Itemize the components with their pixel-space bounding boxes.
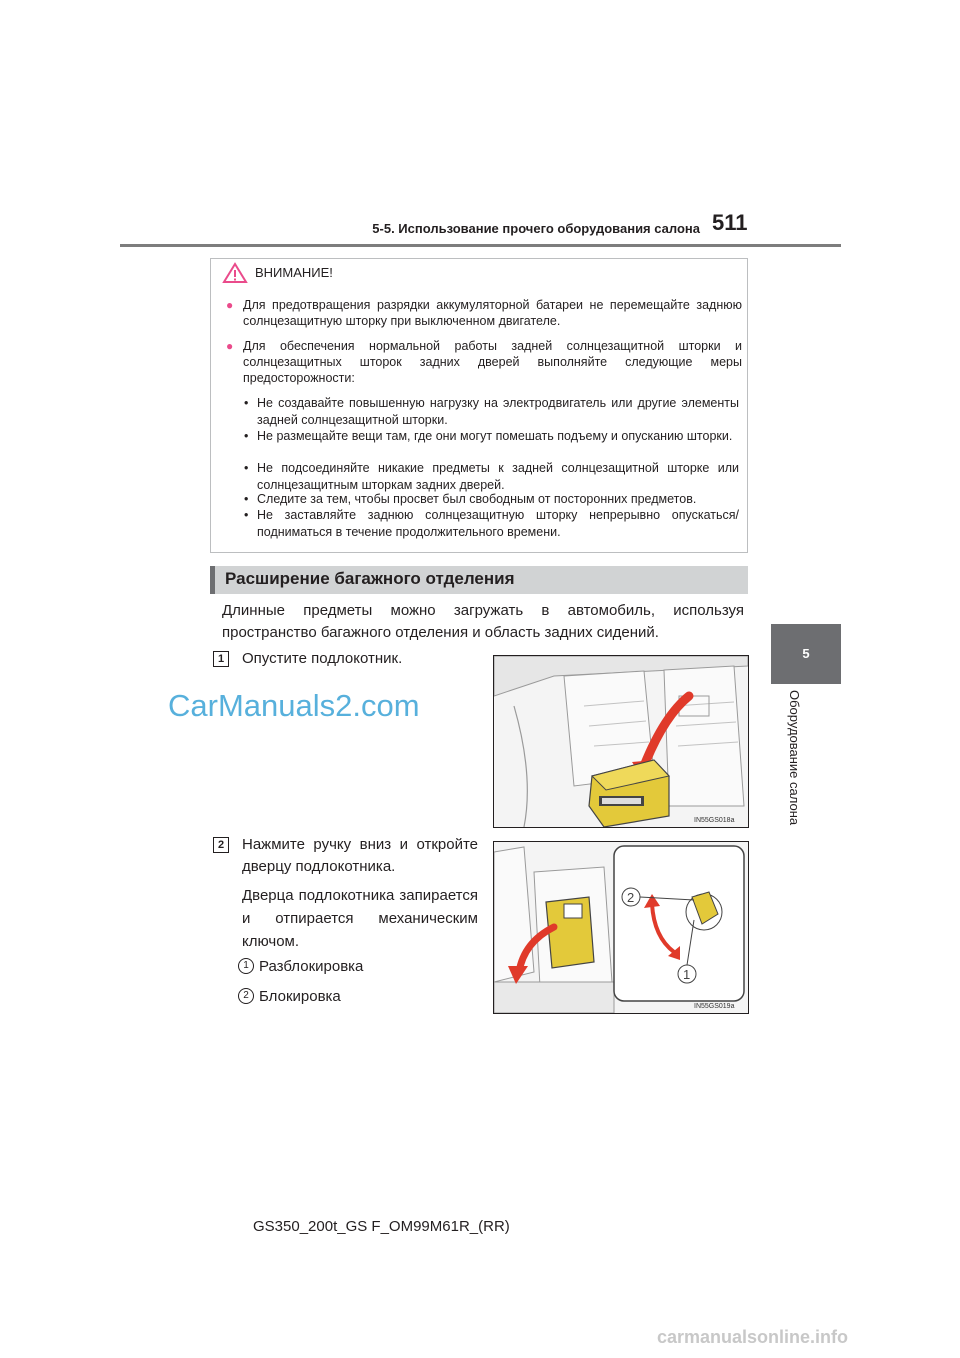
legend-label: Блокировка xyxy=(259,988,341,1005)
header-divider xyxy=(120,244,841,247)
step-number-box: 2 xyxy=(213,837,229,853)
warning-title: ВНИМАНИЕ! xyxy=(255,265,333,280)
warning-sub-item: • Не заставляйте заднюю солнцезащитную шторку непрерывно опускаться/подниматься в течение продолжительного времени. xyxy=(244,508,739,539)
watermark: CarManuals2.com xyxy=(168,688,420,723)
warning-bullet: ● Для предотвращения разрядки аккумуляторной батареи не перемещайте заднюю солнцезащитную шторку при выключенном двигателе. xyxy=(226,298,742,328)
footer-site: carmanualsonline.info xyxy=(657,1327,849,1347)
bullet-icon: ● xyxy=(226,339,234,353)
chapter-label xyxy=(787,690,820,840)
legend-number: 1 xyxy=(238,958,254,974)
step-text: Нажмите ручку вниз и откройте дверцу подлокотника. xyxy=(242,836,478,875)
step-number-box: 1 xyxy=(213,651,229,667)
svg-text:2: 2 xyxy=(627,890,635,905)
warning-sub-item: • Следите за тем, чтобы просвет был свободным от посторонних предметов. xyxy=(244,492,697,506)
legend-number: 2 xyxy=(238,988,254,1004)
warning-bullet: ● Для обеспечения нормальной работы задней солнцезащитной шторки и солнцезащитных шторок задних дверей выполняйте следующие меры предосторожности: xyxy=(226,339,742,385)
section-heading xyxy=(210,566,748,594)
section-intro: Длинные предметы можно загружать в автомобиль, используя пространство багажного отделения и область задних сидений. xyxy=(222,602,744,641)
chapter-tab xyxy=(771,624,841,684)
armrest-door-illustration xyxy=(493,841,749,1014)
chapter-label-text: Оборудование салона xyxy=(787,690,802,826)
armrest-lowering-illustration xyxy=(493,655,749,828)
image-code: IN55GS018a xyxy=(694,817,735,824)
chapter-number: 5 xyxy=(802,646,810,661)
image-code: IN55GS019a xyxy=(694,1003,735,1010)
svg-text:1: 1 xyxy=(683,967,691,982)
legend-label: Разблокировка xyxy=(259,958,364,975)
warning-sub-item: • Не размещайте вещи там, где они могут помешать подъему и опусканию шторки. xyxy=(244,429,733,443)
warning-sub-item: • Не создавайте повышенную нагрузку на электродвигатель или другие элементы задней солнцезащитной шторки. xyxy=(244,396,739,427)
bullet-icon: ● xyxy=(226,298,234,312)
warning-triangle-icon xyxy=(222,262,248,284)
page-number: 511 xyxy=(712,210,748,235)
step-note: Дверца подлокотника запирается и отпирается механическим ключом. xyxy=(242,887,478,950)
footer-model-code: GS350_200t_GS F_OM99M61R_(RR) xyxy=(253,1218,510,1235)
section-header-title: 5-5. Использование прочего оборудования салона xyxy=(372,221,700,236)
warning-sub-item: • Не подсоединяйте никакие предметы к задней солнцезащитной шторке или солнцезащитным шторкам задних дверей. xyxy=(244,461,739,492)
step-text: Опустите подлокотник. xyxy=(242,650,403,667)
section-title: Расширение багажного отделения xyxy=(225,569,515,588)
